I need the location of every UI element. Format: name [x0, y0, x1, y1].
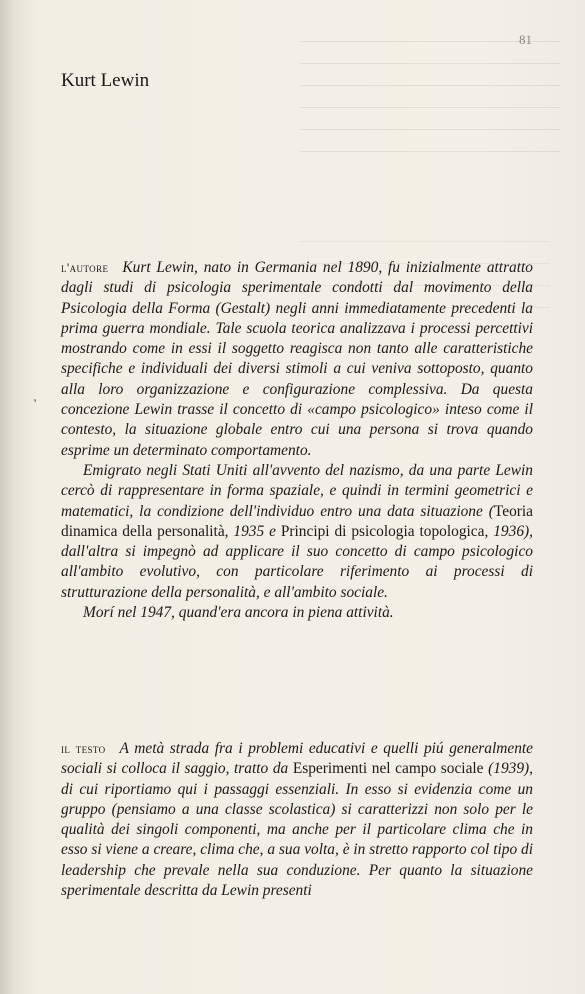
autore-paragraph-3 [61, 603, 533, 623]
autore-text-3: Morí nel 1947, quand'era ancora in piena attività. [83, 604, 394, 622]
book-title-principi: Principi di psicologia topologica [280, 522, 485, 540]
testo-text-1a: A metà strada fra i problemi educativi e quelli piú generalmente sociali si colloca il saggio, tratto da [61, 740, 534, 778]
autore-text-1: Kurt Lewin, nato in Germania nel 1890, fu inizialmente attratto dagli studi di psicologia sperimentale condotti dal movimento della Psicologia della Forma (Gestalt) negli anni immediatamente precedenti la prima guerra mondiale. Tale scuola teorica analizzava i processi percettivi mostrando come in essi il soggetto reagisca non tanto alle caratteristiche specifiche e individuali dei diversi stimoli a cui veniva sottoposto, quanto alla loro organizzazione e configurazione complessiva. Da questa concezione Lewin trasse il concetto di «campo psicologico» inteso come il contesto, la situazione globale entro cui una persona si trova quando esprime un determinato comportamento. [61, 259, 533, 459]
book-title-teoria: Teoria dinamica della personalità [61, 502, 533, 540]
author-heading: Kurt Lewin [61, 70, 150, 91]
autore-text-2c: , 1936), dall'altra si impegnò ad applicare il suo concetto di campo psicologico all'ambito evolutivo, con particolare riferimento ai processi di strutturazione della personalità, e all'ambito sociale. [61, 522, 533, 601]
bleed-through-text [300, 30, 560, 170]
autore-text-2a: Emigrato negli Stati Uniti all'avvento del nazismo, da una parte Lewin cercò di rappresentare in forma spaziale, e quindi in termini geometrici e matematici, la condizione dell'individuo entro una data situazione ( [61, 461, 533, 520]
section-testo [61, 739, 533, 901]
testo-text-1b: (1939), di cui riportiamo qui i passaggi essenziali. In esso si evidenzia come un gruppo (pensiamo a una classe scolastica) si caratterizzi non solo per le qualità dei singoli componenti, ma anche per il particolare clima che in esso si viene a creare, clima che, a sua volta, è in stretto rapporto col tipo di leadership che prevale nella sua conduzione. Per quanto la situazione sperimentale descritta da Lewin presenti [61, 760, 534, 900]
section-autore [61, 258, 533, 623]
book-title-esperimenti: Esperimenti nel campo sociale [292, 760, 484, 778]
section-label-autore: l'autore [61, 260, 109, 275]
autore-paragraph-1 [61, 258, 533, 461]
testo-paragraph-1 [61, 739, 533, 901]
section-label-testo: il testo [61, 741, 106, 756]
autore-text-2b: , 1935 e [224, 522, 281, 540]
page-number: 81 [519, 32, 532, 47]
autore-paragraph-2 [61, 461, 533, 603]
pencil-mark: ʼ [31, 395, 41, 411]
